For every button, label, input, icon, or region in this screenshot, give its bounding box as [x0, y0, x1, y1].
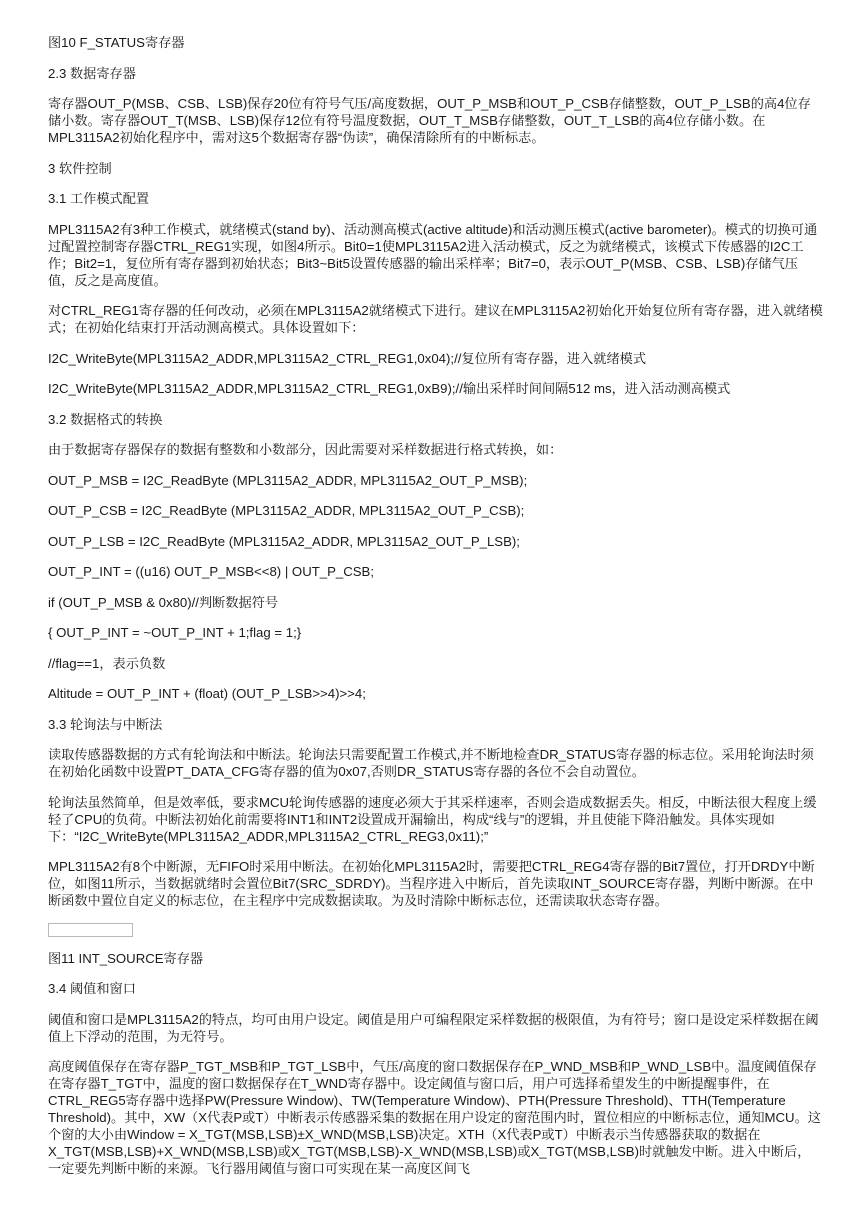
paragraph: MPL3115A2有3种工作模式，就绪模式(stand by)、活动测高模式(active altitude)和活动测压模式(active barometer)。模式的切换可通过配置控制寄存器CTRL_REG1实现，如图4所示。Bit0=1使MPL3115A2进入活动模式，反之为就绪模式，该模式下传感器的I2C工作；Bit2=1，复位所有寄存器到初始状态；Bit3~Bit5设置传感器的输出采样率；Bit7=0，表示OUT_P(MSB、CSB、LSB)存储气压值，反之是高度值。: [48, 221, 818, 288]
code-line: { OUT_P_INT = ~OUT_P_INT + 1;flag = 1;}: [48, 625, 302, 640]
paragraph: 由于数据寄存器保存的数据有整数和小数部分，因此需要对采样数据进行格式转换，如：: [48, 442, 563, 457]
paragraph: MPL3115A2有8个中断源，无FIFO时采用中断法。在初始化MPL3115A2时，需要把CTRL_REG4寄存器的Bit7置位，打开DRDY中断位，如图11所示，当数据就绪时会置位Bit7(SRC_SDRDY)。当程序进入中断后，首先读取INT_SOURCE寄存器，判断中断源。在中断函数中置位自定义的标志位，在主程序中完成数据读取。为及时清除中断标志位，还需读取状态寄存器。: [48, 859, 815, 908]
section-heading: 3.2 数据格式的转换: [48, 411, 163, 427]
section-heading: 3.4 阈值和窗口: [48, 981, 136, 996]
figure-image-placeholder: [48, 923, 133, 937]
document-body: [48, 34, 823, 1191]
paragraph: 阈值和窗口是MPL3115A2的特点，均可由用户设定。阈值是用户可编程限定采样数据的极限值，为有符号；窗口是设定采样数据在阈值上下浮动的范围，为无符号。: [48, 1011, 819, 1044]
code-line: I2C_WriteByte(MPL3115A2_ADDR,MPL3115A2_CTRL_REG1,0xB9);//输出采样时间间隔512 ms，进入活动测高模式: [48, 381, 731, 396]
code-line: Altitude = OUT_P_INT + (float) (OUT_P_LSB>>4)>>4;: [48, 686, 366, 701]
figure-caption: 图10 F_STATUS寄存器: [48, 35, 185, 50]
section-heading: 3.3 轮询法与中断法: [48, 716, 163, 732]
code-line: I2C_WriteByte(MPL3115A2_ADDR,MPL3115A2_CTRL_REG1,0x04);//复位所有寄存器，进入就绪模式: [48, 350, 647, 366]
code-line: if (OUT_P_MSB & 0x80)//判断数据符号: [48, 594, 279, 610]
paragraph: 高度阈值保存在寄存器P_TGT_MSB和P_TGT_LSB中，气压/高度的窗口数据保存在P_WND_MSB和P_WND_LSB中。温度阈值保存在寄存器T_TGT中，温度的窗口数据保存在T_WND寄存器中。设定阈值与窗口后，用户可选择希望发生的中断提醒事件，在CTRL_REG5寄存器中选择PW(Pressure Window)、TW(Temperature Window)、PTH(Pressure Threshold)、TTH(Temperature Threshold)。其中，XW（X代表P或T）中断表示传感器采集的数据在用户设定的窗范围内时，置位相应的中断标志位，通知MCU。这个窗的大小由Window = X_TGT(MSB,LSB)±X_WND(MSB,LSB)决定。XTH（X代表P或T）中断表示当传感器获取的数据在X_TGT(MSB,LSB)+X_WND(MSB,LSB)或X_TGT(MSB,LSB)-X_WND(MSB,LSB)或X_TGT(MSB,LSB)时就触发中断。进入中断后，一定要先判断中断的来源。飞行器用阈值与窗口可实现在某一高度区间飞: [48, 1059, 821, 1176]
section-heading: 3 软件控制: [48, 160, 112, 176]
figure-caption: 图11 INT_SOURCE寄存器: [48, 950, 204, 966]
paragraph: 读取传感器数据的方式有轮询法和中断法。轮询法只需要配置工作模式,并不断地检查DR_STATUS寄存器的标志位。采用轮询法时须在初始化函数中设置PT_DATA_CFG寄存器的值为0x07,否则DR_STATUS寄存器的各位不会自动置位。: [48, 747, 814, 779]
code-line: OUT_P_CSB = I2C_ReadByte (MPL3115A2_ADDR, MPL3115A2_OUT_P_CSB);: [48, 503, 525, 518]
code-line: OUT_P_LSB = I2C_ReadByte (MPL3115A2_ADDR, MPL3115A2_OUT_P_LSB);: [48, 533, 520, 549]
code-line: OUT_P_INT = ((u16) OUT_P_MSB<<8) | OUT_P_CSB;: [48, 564, 375, 579]
section-heading: 2.3 数据寄存器: [48, 65, 136, 81]
section-heading: 3.1 工作模式配置: [48, 191, 150, 206]
paragraph: 对CTRL_REG1寄存器的任何改动，必须在MPL3115A2就绪模式下进行。建议在MPL3115A2初始化开始复位所有寄存器，进入就绪模式；在初始化结束打开活动测高模式。具体设置如下：: [48, 303, 823, 335]
code-line: //flag==1，表示负数: [48, 655, 166, 671]
code-line: OUT_P_MSB = I2C_ReadByte (MPL3115A2_ADDR, MPL3115A2_OUT_P_MSB);: [48, 472, 528, 488]
paragraph: 寄存器OUT_P(MSB、CSB、LSB)保存20位有符号气压/高度数据，OUT_P_MSB和OUT_P_CSB存储整数，OUT_P_LSB的高4位存储小数。寄存器OUT_T(MSB、LSB)保存12位有符号温度数据，OUT_T_MSB存储整数，OUT_T_LSB的高4位存储小数。在MPL3115A2初始化程序中，需对这5个数据寄存器“伪读”，确保清除所有的中断标志。: [48, 96, 811, 145]
paragraph: 轮询法虽然简单，但是效率低，要求MCU轮询传感器的速度必须大于其采样速率，否则会造成数据丢失。相反，中断法很大程度上缓轻了CPU的负荷。中断法初始化前需要将INT1和INT2设置成开漏输出，构成“线与”的逻辑，并且使能下降沿触发。具体实现如下：“I2C_WriteByte(MPL3115A2_ADDR,MPL3115A2_CTRL_REG3,0x11);”: [48, 794, 817, 844]
